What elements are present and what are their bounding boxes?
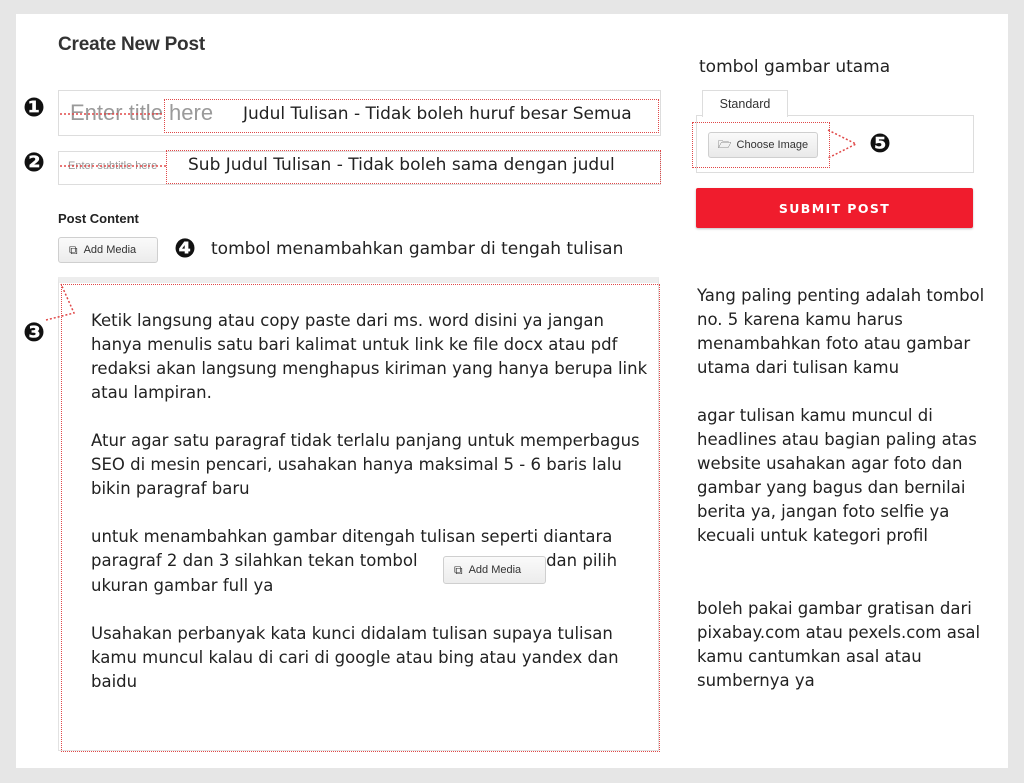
paragraph-3-text-after: dan pilih ukuran gambar full ya	[91, 551, 618, 595]
add-media-annotation: tombol menambahkan gambar di tengah tulisan	[211, 239, 624, 259]
featured-image-heading: tombol gambar utama	[699, 57, 891, 77]
submit-post-button[interactable]: SUBMIT POST	[696, 188, 973, 228]
tab-standard[interactable]: Standard	[702, 90, 788, 117]
content-paragraph-4: Usahakan perbanyak kata kunci didalam tulisan supaya tulisan kamu muncul kalau di cari di google atau bing atau yandex dan baidu	[91, 624, 619, 691]
add-media-button[interactable]	[58, 237, 158, 263]
note-2: agar tulisan kamu muncul di headlines atau bagian paling atas website usahakan agar foto dan gambar yang bagus dan bernilai berita ya, jangan foto selfie ya kecuali untuk kategori profil	[697, 406, 977, 545]
post-content-label: Post Content	[58, 211, 139, 226]
title-annotation: Judul Tulisan - Tidak boleh huruf besar Semua	[243, 104, 632, 124]
folder-open-icon: 🗁	[717, 138, 732, 151]
content-paragraph-1: Ketik langsung atau copy paste dari ms. word disini ya jangan hanya menulis satu bari kalimat untuk link ke file docx atau pdf redaksi akan langsung menghapus kiriman yang hanya berupa link atau lampiran.	[91, 311, 648, 402]
page-title: Create New Post	[58, 34, 205, 55]
subtitle-annotation: Sub Judul Tulisan - Tidak boleh sama dengan judul	[188, 155, 615, 175]
media-icon: ⧉	[69, 242, 78, 257]
inline-add-media-button[interactable]	[443, 556, 546, 584]
media-icon: ⧉	[454, 562, 463, 577]
number-3-badge: ❸	[22, 318, 45, 348]
subtitle-placeholder: Enter subtitle here	[68, 160, 158, 172]
inline-add-media-label: Add Media	[468, 564, 522, 576]
paragraph-3-text-before: untuk menambahkan gambar ditengah tulisan seperti diantara paragraf 2 dan 3 silahkan tekan tombol	[91, 527, 613, 570]
note-1: Yang paling penting adalah tombol no. 5 karena kamu harus menambahkan foto atau gambar utama dari tulisan kamu	[697, 286, 985, 377]
add-media-label: Add Media	[83, 244, 137, 256]
number-4-badge: ❹	[173, 234, 196, 264]
choose-image-label: Choose Image	[736, 139, 809, 151]
title-placeholder: Enter title here	[70, 100, 214, 125]
number-1-badge: ❶	[22, 93, 45, 123]
content-paragraph-3	[91, 525, 651, 598]
choose-image-button[interactable]	[708, 132, 818, 158]
number-2-badge: ❷	[22, 148, 45, 178]
content-paragraph-2: Atur agar satu paragraf tidak terlalu panjang untuk memperbagus SEO di mesin pencari, usahakan hanya maksimal 5 - 6 baris lalu bikin paragraf baru	[91, 431, 640, 498]
note-3: boleh pakai gambar gratisan dari pixabay.com atau pexels.com asal kamu cantumkan asal atau sumbernya ya	[697, 599, 981, 690]
number-5-badge: ❺	[868, 129, 891, 159]
